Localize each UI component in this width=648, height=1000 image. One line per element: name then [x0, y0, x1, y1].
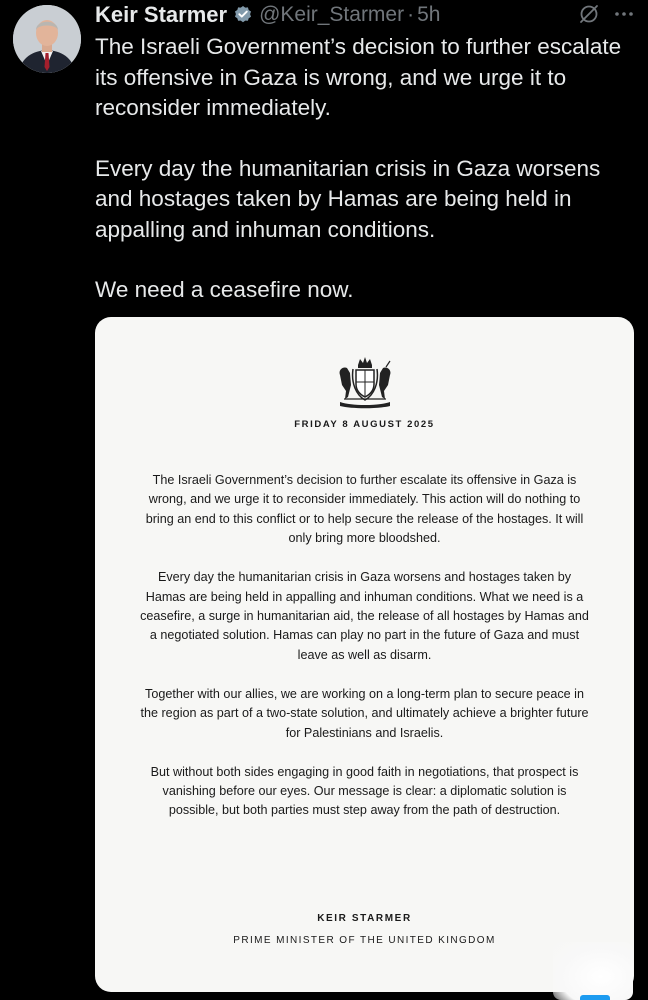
tweet-paragraph: The Israeli Government’s decision to further escalate its offensive in Gaza is wrong, and we urge it to reconsider immediately. [95, 34, 622, 120]
letter-paragraph: The Israeli Government’s decision to further escalate its offensive in Gaza is wrong, and we urge it to reconsider immediately. This action will do nothing to bring an end to this conflict or to help secure the release of the hostages. It will only bring more bloodshed. [145, 473, 584, 546]
letter-body [139, 471, 590, 840]
tweet-text [95, 32, 640, 336]
post-time[interactable]: 5h [417, 3, 441, 26]
image-corner-overlay [553, 942, 633, 1000]
signature-title: PRIME MINISTER OF THE UNITED KINGDOM [233, 935, 496, 946]
author-handle[interactable]: @Keir_Starmer [259, 3, 405, 26]
separator-dot: · [407, 3, 415, 26]
tweet-header [95, 0, 636, 30]
tweet-paragraph: Every day the humanitarian crisis in Gaza worsens and hostages taken by Hamas are being held in appalling and inhuman conditions. [95, 155, 601, 242]
letter-paragraph: Every day the humanitarian crisis in Gaza worsens and hostages taken by Hamas are being held in appalling and inhuman conditions. What we need is a ceasefire, a surge in humanitarian aid, the release of all hostages by Hamas and a negotiated solution. Hamas can play no part in the future of Gaza and must leave as well as disarm. [140, 570, 589, 662]
verified-badge-icon [233, 5, 253, 25]
letter-paragraph: But without both sides engaging in good faith in negotiations, that prospect is vanishing before our eyes. Our message is clear: a diplomatic solution is possible, but both parties must step away from the path of destruction. [150, 764, 579, 818]
letter-image[interactable] [95, 317, 634, 992]
royal-crest-icon [334, 355, 396, 409]
signature-name: KEIR STARMER [317, 913, 412, 924]
author-name[interactable]: Keir Starmer [95, 2, 228, 27]
tweet-paragraph: We need a ceasefire now. [95, 277, 354, 302]
more-icon[interactable] [612, 3, 636, 25]
grok-icon[interactable] [578, 3, 600, 25]
letter-paragraph: Together with our allies, we are working on a long-term plan to secure peace in the region as part of a two-state solution, and ultimately achieve a brighter future for Palestinians and Israelis. [140, 686, 589, 740]
avatar[interactable] [13, 5, 81, 73]
letter-date: FRIDAY 8 AUGUST 2025 [294, 419, 435, 430]
scroll-indicator[interactable] [580, 995, 610, 1000]
